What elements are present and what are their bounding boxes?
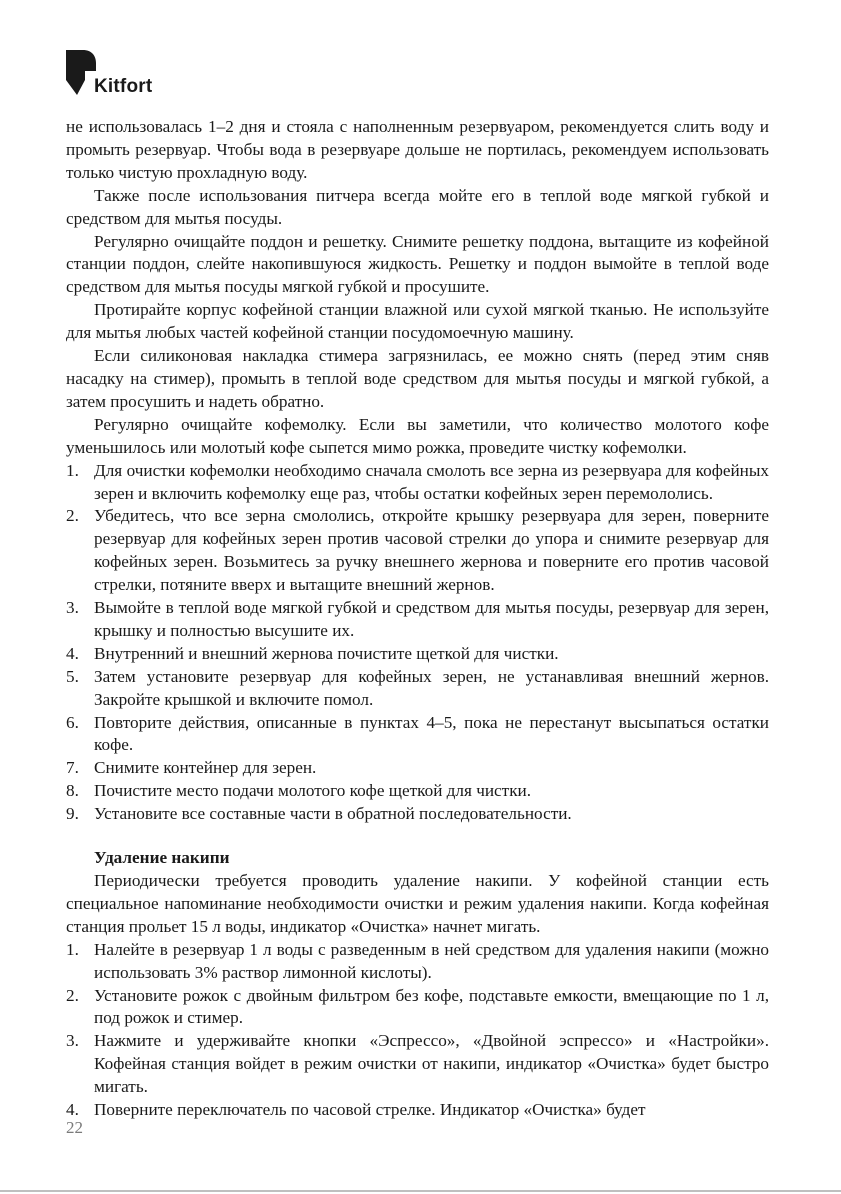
list-number: 7. [66,758,79,778]
intro-paragraph: не использовалась 1–2 дня и стояла с наполненным резервуаром, рекомендуется слить воду и промыть резервуар. Чтобы вода в резервуаре дольше не портилась, рекомендуем использовать только чистую прохладную воду. [66,117,769,182]
list-number: 2. [66,985,79,1005]
list-item [66,460,769,506]
list-text: Вымойте в теплой воде мягкой губкой и средством для мытья посуды, резервуар для зерен, крышку и полностью высушите их. [94,598,769,640]
grinder-cleaning-steps [66,460,769,827]
page-number: 22 [66,1118,83,1137]
bottom-rule [0,1190,841,1192]
intro-paragraph: Если силиконовая накладка стимера загрязнилась, ее можно снять (перед этим сняв насадку на стимер), промыть в теплой воде средством для мытья посуды и мягкой губкой, а затем просушить и надеть обратно. [66,346,769,411]
list-text: Почистите место подачи молотого кофе щеткой для чистки. [94,781,532,801]
list-number: 5. [66,666,79,686]
list-item [66,712,769,758]
descaling-paragraph: Периодически требуется проводить удаление накипи. У кофейной станции есть специальное напоминание необходимости очистки и режим удаления накипи. Когда кофейная станция прольет 15 л воды, индикатор «Очистка» начнет мигать. [66,871,769,936]
list-text: Снимите контейнер для зерен. [94,758,317,778]
list-number: 4. [66,643,79,663]
descaling-steps [66,939,769,1122]
list-text: Налейте в резервуар 1 л воды с разведенным в ней средством для удаления накипи (можно использовать 3% раствор лимонной кислоты). [94,939,769,982]
list-number: 1. [66,460,79,480]
list-item [66,1030,769,1099]
list-number: 3. [66,1031,79,1051]
list-number: 1. [66,939,79,959]
list-item [66,666,769,712]
list-number: 6. [66,712,79,732]
list-text: Повторите действия, описанные в пунктах 4–5, пока не перестанут высыпаться остатки кофе. [94,712,769,755]
page-content [66,116,769,1122]
list-number: 2. [66,506,79,526]
list-item [66,505,769,597]
list-text: Затем установите резервуар для кофейных зерен, не устанавливая внешний жернов. Закройте крышкой и включите помол. [94,666,769,709]
list-text: Внутренний и внешний жернова почистите щеткой для чистки. [94,643,559,663]
intro-paragraph: Регулярно очищайте поддон и решетку. Снимите решетку поддона, вытащите из кофейной станции поддон, слейте накопившуюся жидкость. Решетку и поддон вымойте в теплой воде средством для мытья посуды мягкой губкой и просушите. [66,231,769,297]
list-number: 9. [66,804,79,824]
intro-paragraph: Регулярно очищайте кофемолку. Если вы заметили, что количество молотого кофе уменьшилось или молотый кофе сыпется мимо рожка, проведите чистку кофемолки. [66,414,769,457]
list-item [66,985,769,1031]
section-heading: Удаление накипи [94,848,230,868]
list-item [66,643,769,666]
list-text: Поверните переключатель по часовой стрелке. Индикатор «Очистка» будет [94,1100,646,1120]
intro-paragraph: Также после использования питчера всегда мойте его в теплой воде мягкой губкой и средством для мытья посуды. [66,185,769,228]
brand-logo [66,50,186,100]
list-item [66,780,769,803]
list-number: 3. [66,598,79,618]
list-item [66,1099,769,1122]
intro-paragraph: Протирайте корпус кофейной станции влажной или сухой мягкой тканью. Не используйте для мытья любых частей кофейной станции посудомоечную машину. [66,300,769,343]
list-number: 8. [66,781,79,801]
brand-name: Kitfort [94,76,153,97]
kitfort-logo-icon [66,50,96,96]
list-item [66,597,769,643]
list-item [66,757,769,780]
list-text: Установите все составные части в обратной последовательности. [94,804,572,824]
list-text: Для очистки кофемолки необходимо сначала смолоть все зерна из резервуара для кофейных зерен и включить кофемолку еще раз, чтобы остатки кофейных зерен перемололись. [94,460,769,503]
list-text: Нажмите и удерживайте кнопки «Эспрессо», «Двойной эспрессо» и «Настройки». Кофейная станция войдет в режим очистки от накипи, индикатор «Очистка» будет быстро мигать. [94,1031,769,1097]
list-text: Установите рожок с двойным фильтром без кофе, подставьте емкости, вмещающие по 1 л, под рожок и стимер. [94,985,769,1028]
list-item [66,939,769,985]
list-text: Убедитесь, что все зерна смололись, откройте крышку резервуара для зерен, поверните резервуар для кофейных зерен против часовой стрелки до упора и снимите резервуар для кофейных зерен. Возьмитесь за ручку внешнего жернова и поверните его против часовой стрелки, потяните вверх и вытащите внешний жернов. [94,506,769,595]
list-number: 4. [66,1100,79,1120]
list-item [66,803,769,826]
